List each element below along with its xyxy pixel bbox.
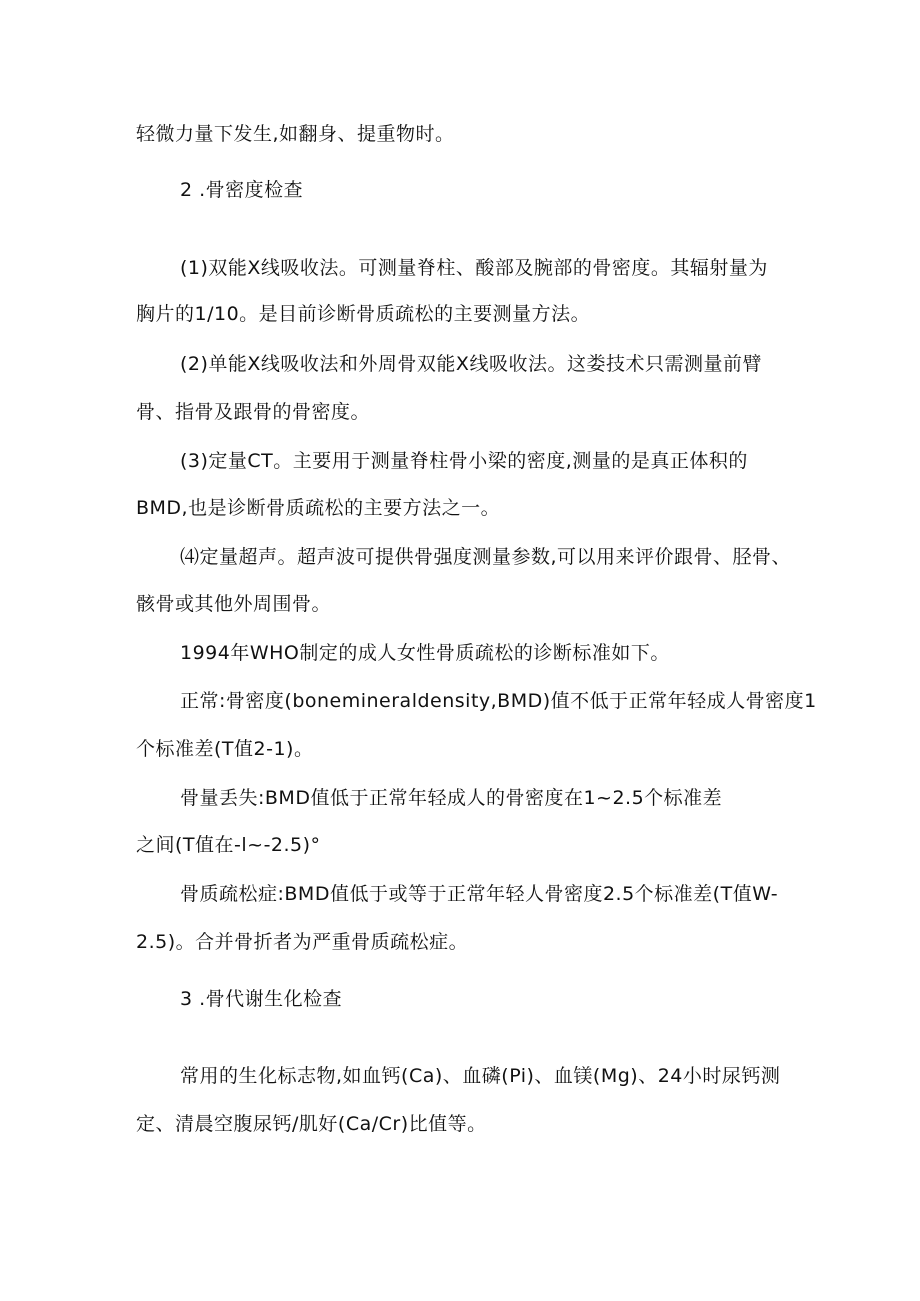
paragraph-line: 轻微力量下发生,如翻身、提重物时。 xyxy=(136,123,455,145)
paragraph-line: (3)定量CT。主要用于测量脊柱骨小梁的密度,测量的是真正体积的 xyxy=(180,450,748,472)
paragraph-line: 骨质疏松症:BMD值低于或等于正常年轻人骨密度2.5个标准差(T值W- xyxy=(180,883,779,905)
section-heading-bone-density: 2 .骨密度检查 xyxy=(180,179,304,201)
paragraph-line: 2.5)。合并骨折者为严重骨质疏松症。 xyxy=(136,931,469,953)
paragraph-line: 之间(T值在-l~-2.5)° xyxy=(136,834,321,856)
paragraph-line: 胸片的1/10。是目前诊断骨质疏松的主要测量方法。 xyxy=(136,303,591,325)
paragraph-line: 常用的生化标志物,如血钙(Ca)、血磷(Pi)、血镁(Mg)、24小时尿钙测 xyxy=(180,1065,781,1087)
section-heading-bone-metabolism: 3 .骨代谢生化检查 xyxy=(180,988,343,1010)
paragraph-line: (1)双能X线吸收法。可测量脊柱、酸部及腕部的骨密度。其辐射量为 xyxy=(180,257,768,279)
paragraph-line: BMD,也是诊断骨质疏松的主要方法之一。 xyxy=(136,497,501,519)
paragraph-line: ⑷定量超声。超声波可提供骨强度测量参数,可以用来评价跟骨、胫骨、 xyxy=(180,546,792,568)
paragraph-line: 1994年WHO制定的成人女性骨质疏松的诊断标准如下。 xyxy=(180,642,670,664)
paragraph-line: 个标准差(T值2-1)。 xyxy=(136,738,314,760)
paragraph-line: 骨量丢失:BMD值低于正常年轻成人的骨密度在1~2.5个标准差 xyxy=(180,787,723,809)
paragraph-line: 定、清晨空腹尿钙/肌好(Ca/Cr)比值等。 xyxy=(136,1113,487,1135)
paragraph-line: 正常:骨密度(bonemineraldensity,BMD)值不低于正常年轻成人骨密度1 xyxy=(180,690,817,712)
paragraph-line: 骨、指骨及跟骨的骨密度。 xyxy=(136,401,371,423)
paragraph-line: 骸骨或其他外周围骨。 xyxy=(136,593,332,615)
paragraph-line: (2)单能X线吸收法和外周骨双能X线吸收法。这娄技术只需测量前臂 xyxy=(180,353,762,375)
